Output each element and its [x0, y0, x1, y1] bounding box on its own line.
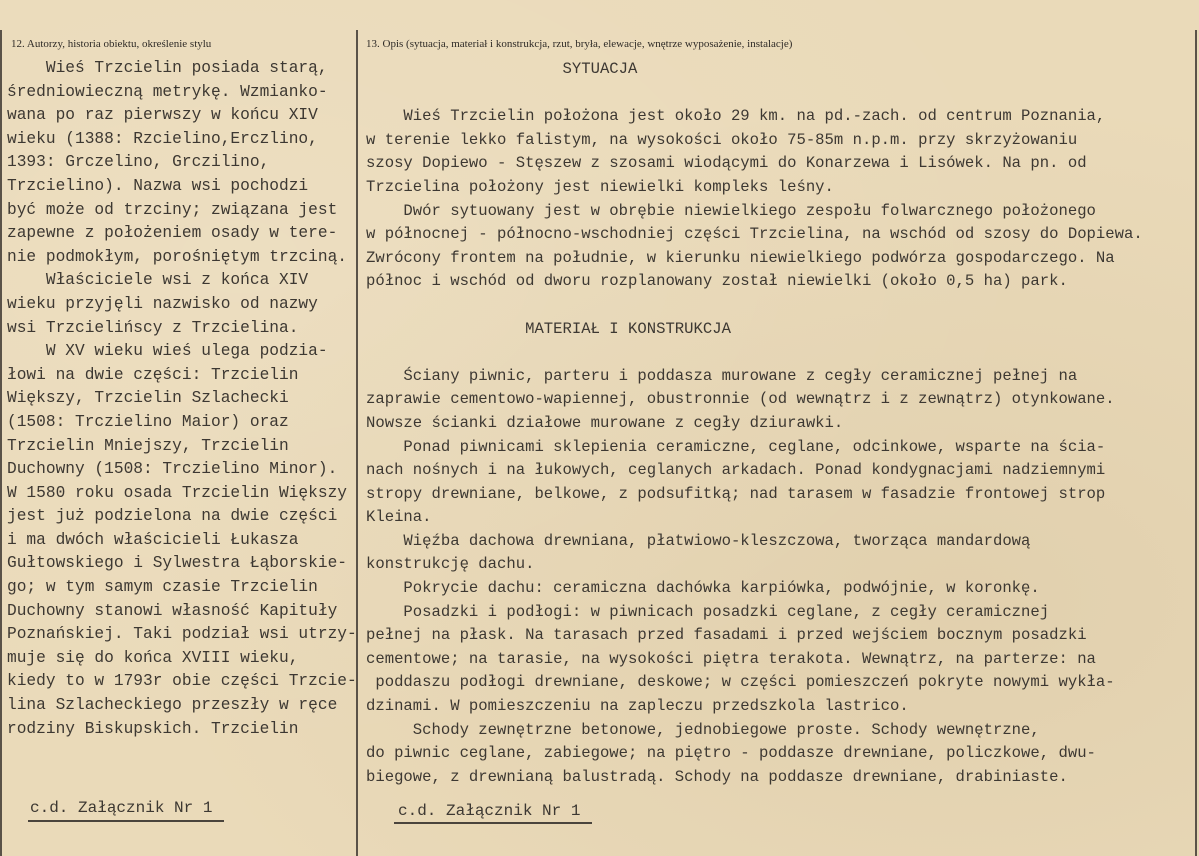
text-line: kiedy to w 1793r obie części Trzcie-	[7, 672, 357, 691]
description-text-column	[366, 58, 1143, 789]
text-line: 1393: Grczelino, Grczilino,	[7, 153, 270, 172]
text-line: Dwór sytuowany jest w obrębie niewielkiego zespołu folwarcznego położonego	[366, 201, 1096, 220]
text-line: w terenie lekko falistym, na wysokości około 75-85m n.p.m. przy skrzyżowaniu	[366, 130, 1078, 149]
text-line: być może od trzciny; związana jest	[7, 200, 338, 219]
text-line: zapewne z położeniem osady w tere-	[7, 224, 338, 243]
text-line: Posadzki i podłogi: w piwnicach posadzki ceglane, z cegły ceramicznej	[366, 602, 1050, 621]
right-continuation-underline	[394, 822, 592, 824]
text-line: lina Szlacheckiego przeszły w ręce	[7, 696, 338, 715]
text-line: Nowsze ścianki działowe murowane z cegły dziurawki.	[366, 413, 844, 432]
text-line: łowi na dwie części: Trzcielin	[7, 365, 299, 384]
text-line: poddaszu podłogi drewniane, deskowe; w części pomieszczeń pokryte nowymi wykła-	[366, 673, 1115, 692]
text-line: Schody zewnętrzne betonowe, jednobiegowe proste. Schody wewnętrzne,	[366, 720, 1040, 739]
text-line	[366, 341, 1143, 365]
text-line: Wieś Trzcielin położona jest około 29 km. na pd.-zach. od centrum Poznania,	[366, 107, 1106, 126]
text-line: Wieś Trzcielin posiada starą,	[7, 59, 328, 77]
text-line: W 1580 roku osada Trzcielin Większy	[7, 483, 347, 502]
text-line: go; w tym samym czasie Trzcielin	[7, 578, 318, 597]
text-line: nach nośnych i na łukowych, ceglanych arkadach. Ponad kondygnacjami nadziemnymi	[366, 461, 1106, 480]
text-line: wana po raz pierwszy w końcu XIV	[7, 106, 318, 125]
text-line: Trzcielino). Nazwa wsi pochodzi	[7, 176, 309, 195]
text-line: wieku przyjęli nazwisko od nazwy	[7, 294, 318, 313]
text-line: pełnej na płask. Na tarasach przed fasadami i przed wejściem bocznym posadzki	[366, 626, 1087, 645]
text-line: muje się do końca XVIII wieku,	[7, 648, 299, 667]
text-line: szosy Dopiewo - Stęszew z szosami wiodącymi do Konarzewa i Lisówek. Na pn. od	[366, 154, 1087, 173]
text-line: nie podmokłym, porośniętym trzciną.	[7, 247, 347, 266]
text-line: konstrukcję dachu.	[366, 555, 535, 574]
text-line: Duchowny (1508: Trczielino Minor).	[7, 460, 338, 479]
left-column-header: 12. Autorzy, historia obiektu, określenie stylu	[11, 38, 212, 50]
text-line: Większy, Trzcielin Szlachecki	[7, 389, 289, 408]
text-line: Ponad piwnicami sklepienia ceramiczne, ceglane, odcinkowe, wsparte na ścia-	[366, 437, 1106, 456]
text-line: Trzcielin Mniejszy, Trzcielin	[7, 436, 289, 455]
text-line	[366, 82, 1143, 106]
text-line: i ma dwóch właścicieli Łukasza	[7, 530, 299, 549]
text-line: (1508: Trczielino Maior) oraz	[7, 412, 289, 431]
text-line: MATERIAŁ I KONSTRUKCJA	[366, 319, 731, 338]
left-border-line	[0, 30, 2, 856]
text-line: cementowe; na tarasie, na wysokości piętra terakota. Wewnątrz, na parterze: na	[366, 649, 1096, 668]
text-line: W XV wieku wieś ulega podzia-	[7, 342, 328, 361]
text-line: dzinami. W pomieszczeniu na zapleczu przedszkola lastrico.	[366, 697, 909, 716]
text-line: wieku (1388: Rzcielino,Erczlino,	[7, 129, 318, 148]
text-line: Pokrycie dachu: ceramiczna dachówka karpiówka, podwójnie, w koronkę.	[366, 579, 1040, 598]
text-line: SYTUACJA	[366, 60, 638, 78]
left-continuation-underline	[28, 820, 224, 822]
text-line: Więźba dachowa drewniana, płatwiowo-kleszczowa, tworząca mandardową	[366, 531, 1031, 550]
text-line: biegowe, z drewnianą balustradą. Schody na poddasze drewniane, drabiniaste.	[366, 767, 1068, 786]
text-line: zaprawie cementowo-wapiennej, obustronnie (od wewnątrz i z zewnątrz) otynkowane.	[366, 390, 1115, 409]
right-column-header: 13. Opis (sytuacja, materiał i konstrukcja, rzut, bryła, elewacje, wnętrze wyposażenie, instalacje)	[366, 38, 793, 50]
right-border-line	[1195, 30, 1197, 856]
text-line: Ściany piwnic, parteru i poddasza murowane z cegły ceramicznej pełnej na	[366, 366, 1078, 385]
text-line: północ i wschód od dworu rozplanowany został niewielki (około 0,5 ha) park.	[366, 272, 1068, 291]
right-continuation-note: c.d. Załącznik Nr 1	[398, 802, 581, 820]
text-line: wsi Trzcielińscy z Trzcielina.	[7, 318, 299, 337]
text-line: Trzcielina położony jest niewielki kompleks leśny.	[366, 177, 834, 196]
text-line	[366, 294, 1143, 318]
text-line: stropy drewniane, belkowe, z podsufitką; nad tarasem w fasadzie frontowej strop	[366, 484, 1106, 503]
text-line: Zwrócony frontem na południe, w kierunku niewielkiego podwórza gospodarczego. Na	[366, 248, 1115, 267]
text-line: Gułtowskiego i Sylwestra Łąborskie-	[7, 554, 347, 573]
text-line: średniowieczną metrykę. Wzmianko-	[7, 82, 328, 101]
text-line: Właściciele wsi z końca XIV	[7, 271, 309, 290]
text-line: Kleina.	[366, 508, 432, 527]
text-line: w północnej - północno-wschodniej części Trzcielina, na wschód od szosy do Dopiewa.	[366, 225, 1143, 244]
text-line: rodziny Biskupskich. Trzcielin	[7, 719, 299, 738]
text-line: jest już podzielona na dwie części	[7, 507, 338, 526]
text-line: Poznańskiej. Taki podział wsi utrzy-	[7, 625, 357, 644]
text-line: Duchowny stanowi własność Kapituły	[7, 601, 338, 620]
left-continuation-note: c.d. Załącznik Nr 1	[30, 799, 213, 817]
history-text-column	[7, 57, 357, 741]
text-line: do piwnic ceglane, zabiegowe; na piętro - poddasze drewniane, policzkowe, dwu-	[366, 744, 1096, 763]
